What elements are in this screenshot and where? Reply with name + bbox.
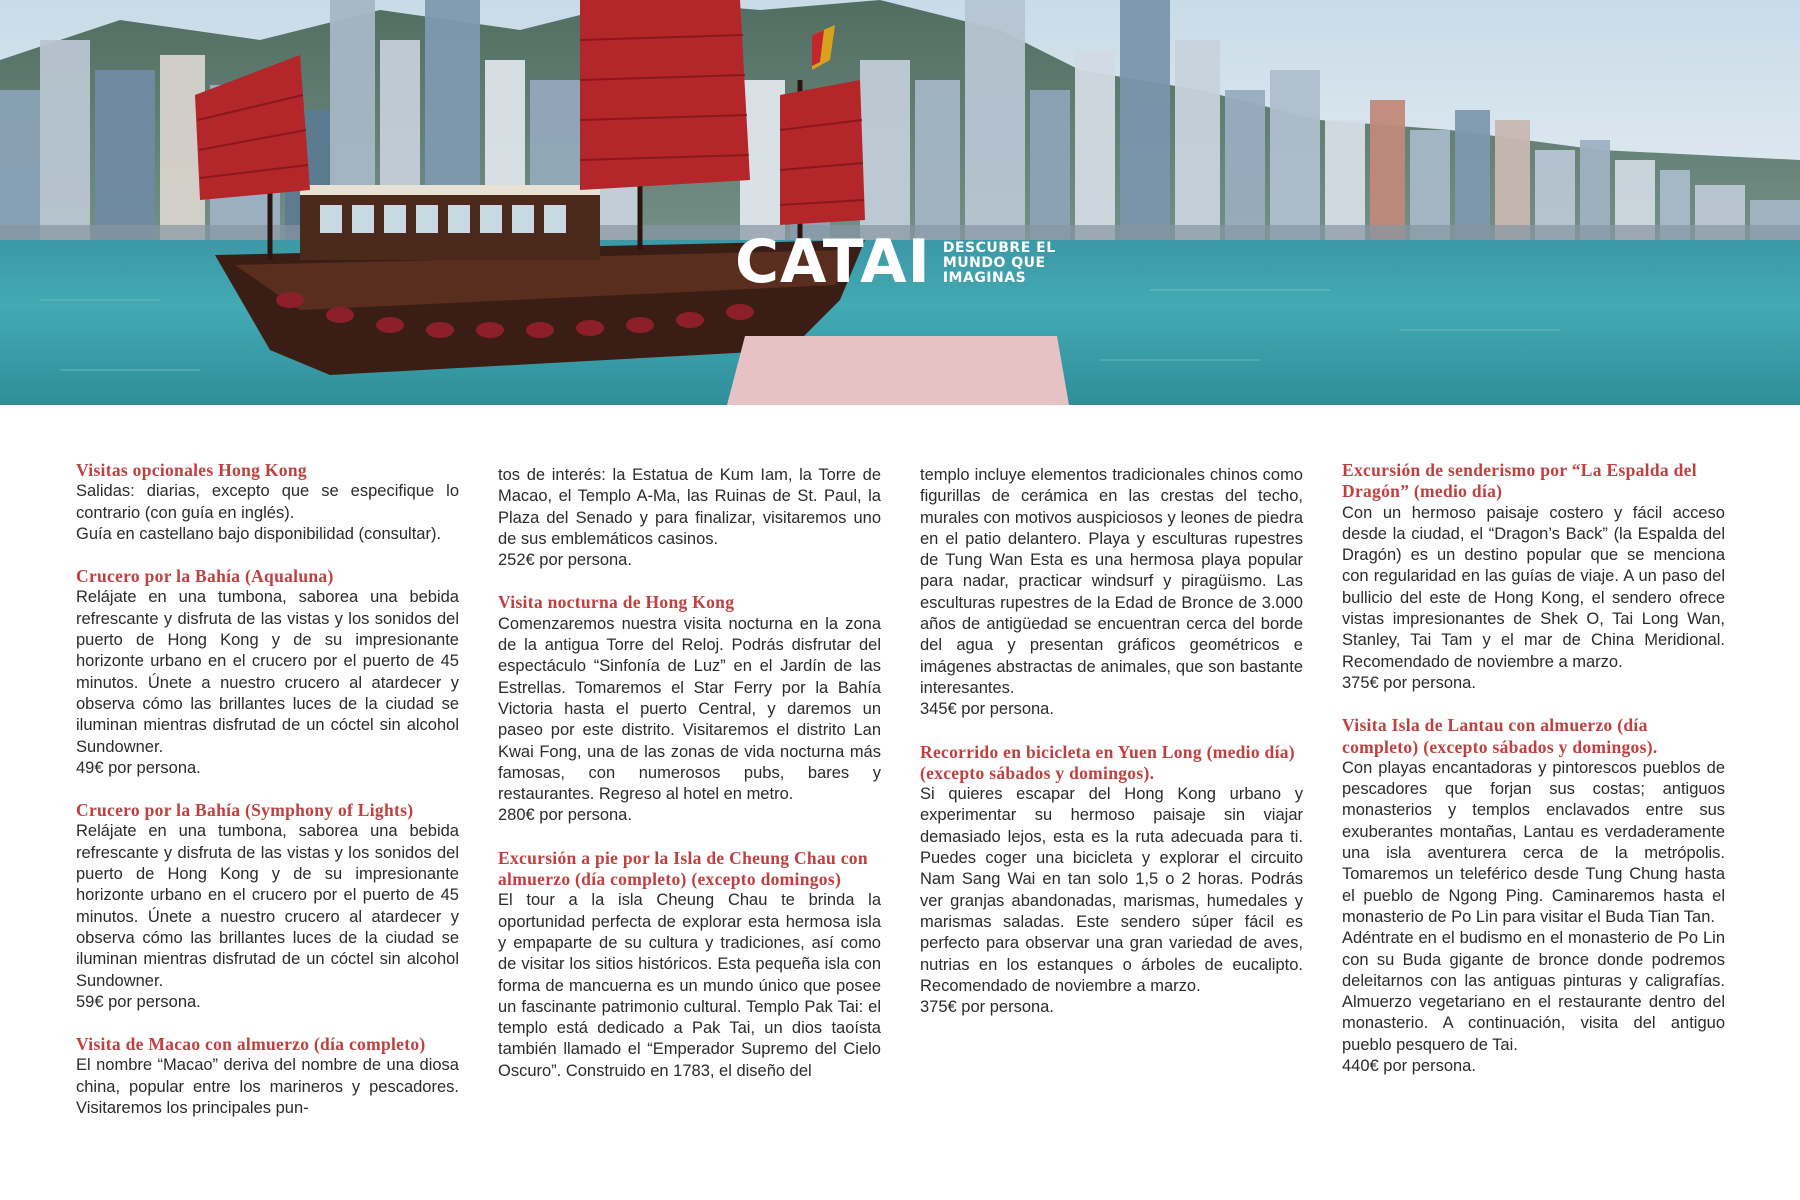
section-isla-lantau [1342,715,1725,1077]
brand-logo [735,232,1068,290]
section-continuation [920,465,1303,721]
section-continuation [498,465,881,571]
section-paragraph: El nombre “Macao” deriva del nombre de una diosa china, popular entre los marineros y pescadores. Visitaremos los principales pun- [76,1056,459,1118]
section-bicicleta-yuen-long [920,742,1303,1019]
section-visita-macao [76,1034,459,1119]
section-espalda-dragon [1342,460,1725,694]
column-1 [76,460,459,1140]
section-heading: Recorrido en bicicleta en Yuen Long (medio día) (excepto sábados y domingos). [920,741,1295,783]
section-paragraph: Con un hermoso paisaje costero y fácil acceso desde la ciudad, el “Dragon’s Back” (la Espalda del Dragón) es un destino popular que se menciona con regularidad en las guías de viaje. A un paso del bullicio del este de Hong Kong, el sendero ofrece vistas impresionantes de Shek O, Tai Long Wan, Stanley, Tai Tam y el mar de China Meridional. Recomendado de noviembre a marzo. [1342,503,1725,671]
column-2 [498,465,881,1103]
section-paragraph: templo incluye elementos tradicionales chinos como figurillas de cerámica en las crestas del techo, murales con motivos auspiciosos y leones de piedra en el patio delantero. Playa y esculturas rupestres de Tung Wan Esta es una hermosa playa popular para nadar, practicar windsurf y piragüismo. Las esculturas rupestres de la Edad de Bronce de 3.000 años de antigüedad se encuentran cerca del borde del agua y presentan gráficos geométricos e imágenes abstractas de animales, que son bastante interesantes. [920,466,1303,697]
section-heading: Visita Isla de Lantau con almuerzo (día completo) (excepto sábados y domingos). [1342,715,1658,757]
column-3 [920,465,1303,1039]
section-price: 345€ por persona. [920,700,1054,719]
brand-tagline: DESCUBRE EL MUNDO QUE IMAGINAS [942,241,1056,286]
hero-photo [0,0,1800,405]
section-paragraph: tos de interés: la Estatua de Kum Iam, la Torre de Macao, el Templo A-Ma, las Ruinas de St. Paul, la Plaza del Senado y para finalizar, visitaremos uno de sus emblemáticos casinos. [498,466,881,548]
section-paragraph: Con playas encantadoras y pintorescos pueblos de pescadores que forjan sus costas; antiguos monasterios y templos enclavados entre sus exuberantes montañas, Lantau es verdaderamente una isla aventurera cerca de la metrópolis. Tomaremos un teleférico desde Tung Chung hasta el pueblo de Ngong Ping. Caminaremos hasta el monasterio de Po Lin para visitar el Buda Tian Tan. [1342,758,1725,926]
section-paragraph: Salidas: diarias, excepto que se especifique lo contrario (con guía en inglés). [76,482,459,522]
section-paragraph: Si quieres escapar del Hong Kong urbano y experimentar su hermoso paisaje sin viajar demasiado lejos, esta es la ruta adecuada para ti. Puedes coger una bicicleta y explorar el circuito Nam Sang Wai en tan solo 1,5 o 2 horas. Podrás ver granjas abandonadas, marismas, humedales y marismas saladas. Este sendero súper fácil es perfecto para observar una gran variedad de aves, nutrias en los estanques o árboles de eucalipto. Recomendado de noviembre a marzo. [920,785,1303,995]
section-paragraph: Adéntrate en el budismo en el monasterio de Po Lin con su Buda gigante de bronce donde podremos deleitarnos con las antiguas pinturas y caligrafías. Almuerzo vegetariano en el restaurante dentro del monasterio. A continuación, visita del antiguo pueblo pesquero de Tai. [1342,929,1725,1054]
section-price: 280€ por persona. [498,806,632,825]
section-heading: Crucero por la Bahía (Aqualuna) [76,566,334,587]
section-paragraph: Relájate en una tumbona, saborea una bebida refrescante y disfruta de las vistas y los sonidos del puerto de Hong Kong y de su impresionante horizonte urbano en el crucero por el puerto de 45 minutos. Únete a nuestro crucero al atardecer y observa cómo las brillantes luces de la ciudad se iluminan mientras disfrutad de un cóctel sin alcohol Sundowner. [76,822,459,990]
section-paragraph: Guía en castellano bajo disponibilidad (consultar). [76,524,442,543]
section-paragraph: El tour a la isla Cheung Chau te brinda la oportunidad perfecta de explorar esta hermosa isla y empaparte de su cultura y tradiciones, así como de visitar los sitios históricos. Esta pequeña isla con forma de mancuerna es un mundo único que posee un fascinante patrimonio cultural. Templo Pak Tai: el templo está dedicado a Pak Tai, un dios taoísta también llamado el “Emperador Supremo del Cielo Oscuro”. Construido en 1783, el diseño del [498,891,881,1080]
section-visita-nocturna [498,592,881,826]
section-cheung-chau [498,848,881,1082]
section-heading: Visita de Macao con almuerzo (día completo) [76,1034,426,1055]
section-heading: Visita nocturna de Hong Kong [498,592,735,613]
section-paragraph: Relájate en una tumbona, saborea una bebida refrescante y disfruta de las vistas y los sonidos del puerto de Hong Kong y de su impresionante horizonte urbano en el crucero por el puerto de 45 minutos. Únete a nuestro crucero al atardecer y observa cómo las brillantes luces de la ciudad se iluminan mientras disfrutad de un cóctel sin alcohol Sundowner. [76,588,459,756]
brand-name: CATAI [735,232,931,290]
pink-decorative-tab [727,336,1069,405]
section-heading: Visitas opcionales Hong Kong [76,460,307,480]
column-4 [1342,460,1725,1098]
section-price: 252€ por persona. [498,551,632,570]
section-price: 375€ por persona. [920,998,1054,1017]
section-price: 59€ por persona. [76,992,201,1011]
section-price: 440€ por persona. [1342,1057,1476,1076]
section-crucero-symphony [76,800,459,1013]
section-heading: Excursión de senderismo por “La Espalda del Dragón” (medio día) [1342,460,1697,502]
section-heading: Excursión a pie por la Isla de Cheung Chau con almuerzo (día completo) (excepto domingos) [498,847,868,890]
section-visitas-opcionales [76,460,459,545]
section-price: 375€ por persona. [1342,673,1476,692]
section-crucero-aqualuna [76,566,459,779]
section-paragraph: Comenzaremos nuestra visita nocturna en la zona de la antigua Torre del Reloj. Podrás disfrutar del espectáculo “Sinfonía de Luz” en el Jardín de las Estrellas. Tomaremos el Star Ferry por la Bahía Victoria hasta el puerto Central, y daremos un paseo por este distrito. Visitaremos el distrito Lan Kwai Fong, una de las zonas de vida nocturna más famosas, con numerosos pubs, bares y restaurantes. Regreso al hotel en metro. [498,614,881,804]
section-price: 49€ por persona. [76,758,201,777]
section-heading: Crucero por la Bahía (Symphony of Lights) [76,800,414,821]
